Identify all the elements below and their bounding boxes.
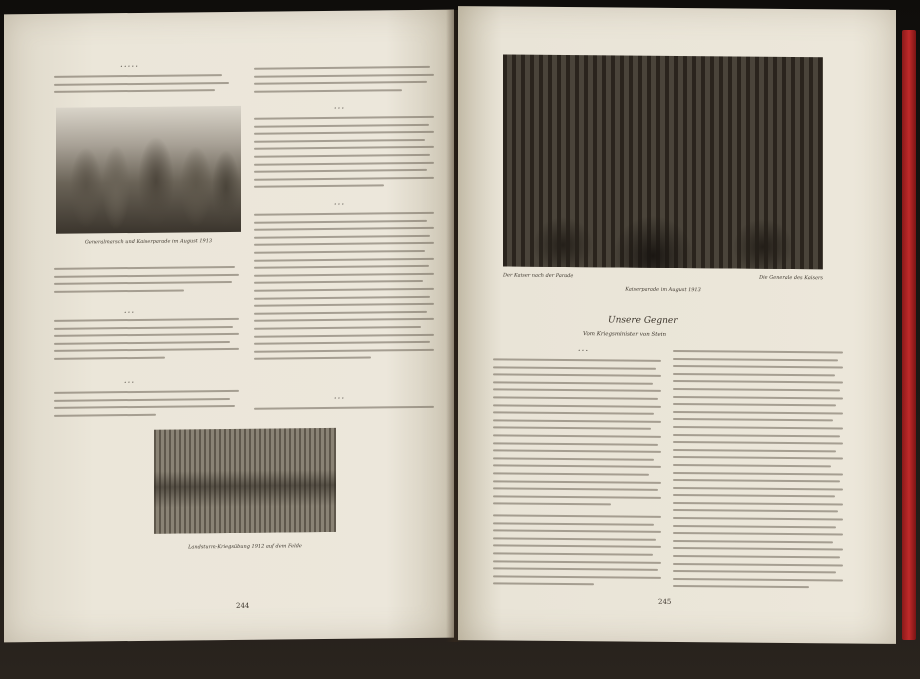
left-photo-landsturm (154, 428, 336, 534)
right-col1-text-2 (493, 514, 661, 591)
left-col2-text-mid (254, 116, 434, 194)
left-col1-heading-2: · · · (124, 309, 134, 317)
left-page (4, 10, 454, 643)
book-cover-edge (902, 30, 916, 640)
right-page (458, 6, 896, 644)
left-col2-heading-3: · · · (334, 395, 344, 402)
right-section-subtitle: Vom Kriegsminister von Stein (583, 331, 667, 338)
left-col1-heading-3: · · · (124, 379, 134, 387)
left-photo-officers (56, 106, 241, 234)
left-col1-heading: · · · · · (120, 63, 138, 71)
left-photo-top-caption: Generalmarsch und Kaiserparade im August 1913 (84, 238, 213, 246)
left-col1-text-top (54, 74, 229, 99)
right-page-number: 245 (658, 597, 672, 606)
left-col1-text-bottom (54, 390, 239, 422)
left-page-number: 244 (236, 601, 250, 610)
left-col2-text-lower (254, 212, 434, 366)
right-col2-text (673, 350, 843, 594)
right-photo-caption-left: Der Kaiser nach der Parade (503, 272, 574, 280)
left-col1-text-mid2 (54, 318, 239, 365)
right-photo-parade (503, 54, 823, 269)
right-col1-heading: · · · (578, 348, 588, 355)
right-photo-caption-right: Die Generale des Kaisers (759, 274, 823, 282)
left-col2-text-top (254, 66, 434, 98)
left-col2-heading-1: · · · (334, 105, 344, 112)
right-section-title: Unsere Gegner (608, 315, 678, 327)
left-photo-bottom-caption: Landsturm-Kriegsübung 1912 auf dem Felde (188, 543, 302, 551)
right-col1-text (493, 358, 661, 511)
left-col2-heading-2: · · · (334, 201, 344, 208)
left-col2-text-end (254, 406, 434, 415)
right-photo-caption-main: Kaiserparade im August 1913 (625, 286, 701, 294)
left-col1-text-mid (54, 266, 239, 298)
